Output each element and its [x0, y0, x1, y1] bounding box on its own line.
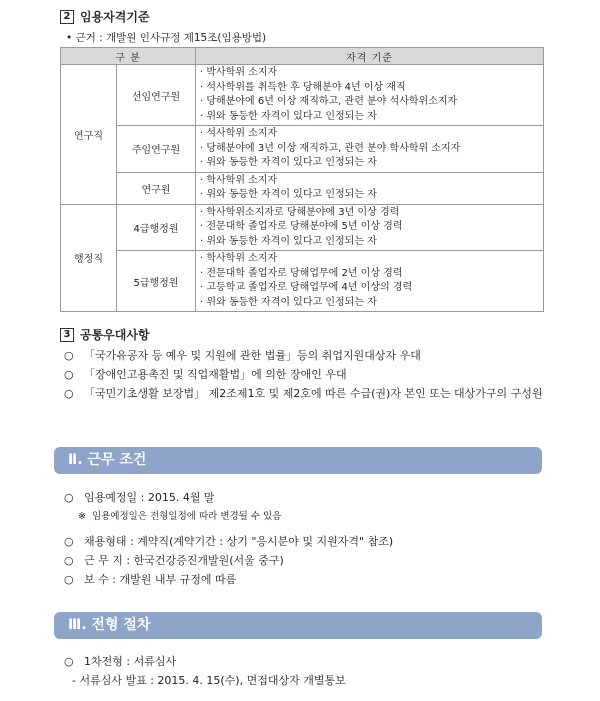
requirement-item: · 학사학위 소지자 [200, 252, 539, 267]
circle-bullet-icon: ○ [64, 349, 74, 362]
circle-bullet-icon: ○ [64, 368, 74, 381]
reference-mark-icon: ※ [78, 511, 86, 522]
work-conditions-list [64, 488, 393, 589]
circle-bullet-icon: ○ [64, 655, 74, 668]
requirement-item: · 전문대학 졸업자로 당해분야에 5년 이상 경력 [200, 220, 539, 235]
list-item-text: 채용형태 : 계약직(계약기간 : 상기 "응시분야 및 지원자격" 참조) [84, 535, 394, 548]
requirements-cell [196, 204, 544, 251]
table-row [61, 172, 544, 204]
list-item [64, 488, 393, 507]
requirements-cell [196, 251, 544, 312]
requirement-item: · 전문대학 졸업자로 당해업무에 2년 이상 경력 [200, 267, 539, 282]
circle-bullet-icon: ○ [64, 491, 74, 504]
table-row [61, 251, 544, 312]
list-item-text: 근 무 지 : 한국건강증진개발원(서울 중구) [84, 554, 284, 567]
list-item [64, 652, 346, 671]
requirement-item: · 위와 동등한 자격이 있다고 인정되는 자 [200, 110, 539, 125]
selection-procedure-banner: Ⅲ. 전형 절차 [54, 612, 542, 639]
position-cell: 선임연구원 [117, 65, 196, 126]
section-3-heading [60, 326, 150, 343]
work-conditions-banner: Ⅱ. 근무 조건 [54, 447, 542, 474]
requirements-cell [196, 65, 544, 126]
requirement-item: · 석사학위 소지자 [200, 127, 539, 142]
table-row [61, 65, 544, 126]
category-cell: 행정직 [61, 204, 117, 312]
section-number: 2 [60, 10, 74, 24]
list-item-text: 「장애인고용촉진 및 직업재활법」에 의한 장애인 우대 [84, 368, 347, 381]
position-cell: 4급행정원 [117, 204, 196, 251]
basis-note: • 근거 : 개발원 인사규정 제15조(임용방법) [66, 32, 267, 44]
table-row [61, 204, 544, 251]
requirement-item: · 위와 동등한 자격이 있다고 인정되는 자 [200, 156, 539, 171]
requirements-cell [196, 126, 544, 173]
col-requirements-header: 자격 기준 [196, 48, 544, 65]
note-line [64, 507, 393, 526]
list-item-text: 보 수 : 개발원 내부 규정에 따름 [84, 573, 237, 586]
circle-bullet-icon: ○ [64, 387, 74, 400]
circle-bullet-icon: ○ [64, 573, 74, 586]
list-item [64, 346, 554, 365]
note-text: 임용예정일은 전형일정에 따라 변경될 수 있음 [91, 511, 282, 522]
requirement-item: · 위와 동등한 자격이 있다고 인정되는 자 [200, 235, 539, 250]
position-cell: 5급행정원 [117, 251, 196, 312]
requirement-item: · 위와 동등한 자격이 있다고 인정되는 자 [200, 188, 539, 203]
position-cell: 주임연구원 [117, 126, 196, 173]
section-title: 공통우대사항 [80, 328, 150, 342]
category-cell: 연구직 [61, 65, 117, 205]
list-item [64, 551, 393, 570]
list-item-text: 임용예정일 : 2015. 4월 말 [84, 491, 215, 504]
requirement-item: · 학사학위 소지자 [200, 174, 539, 189]
table-header-row [61, 48, 544, 65]
selection-list [64, 652, 346, 690]
qualification-table [60, 47, 544, 312]
section-number: 3 [60, 328, 74, 342]
requirement-item: · 고등학교 졸업자로 당해업무에 4년 이상의 경력 [200, 281, 539, 296]
requirement-item: · 당해분야에 3년 이상 재직하고, 관련 분야 학사학위 소지자 [200, 142, 539, 157]
sub-item: - 서류심사 발표 : 2015. 4. 15(수), 면접대상자 개별통보 [72, 674, 346, 687]
list-item [64, 570, 393, 589]
requirement-item: · 석사학위를 취득한 후 당해분야 4년 이상 재직 [200, 81, 539, 96]
col-category-header: 구 분 [61, 48, 196, 65]
list-item-text: 1차전형 : 서류심사 [84, 655, 177, 668]
position-cell: 연구원 [117, 172, 196, 204]
circle-bullet-icon: ○ [64, 535, 74, 548]
requirement-item: · 박사학위 소지자 [200, 66, 539, 81]
list-item-text: 「국민기초생활 보장법」 제2조제1호 및 제2호에 따른 수급(권)자 본인 또는 대상가구의 구성원 [84, 387, 543, 400]
list-item [64, 365, 554, 384]
circle-bullet-icon: ○ [64, 554, 74, 567]
table-row [61, 126, 544, 173]
section-2-heading [60, 8, 150, 25]
list-item-text: 「국가유공자 등 예우 및 지원에 관한 법률」등의 취업지원대상자 우대 [84, 349, 421, 362]
list-item [64, 384, 554, 403]
list-item [64, 532, 393, 551]
requirement-item: · 당해분야에 6년 이상 재직하고, 관련 분야 석사학위소지자 [200, 95, 539, 110]
preference-list [64, 346, 554, 403]
requirement-item: · 위와 동등한 자격이 있다고 인정되는 자 [200, 296, 539, 311]
requirements-cell [196, 172, 544, 204]
section-title: 임용자격기준 [80, 10, 150, 24]
requirement-item: · 학사학위소지자로 당해분야에 3년 이상 경력 [200, 206, 539, 221]
